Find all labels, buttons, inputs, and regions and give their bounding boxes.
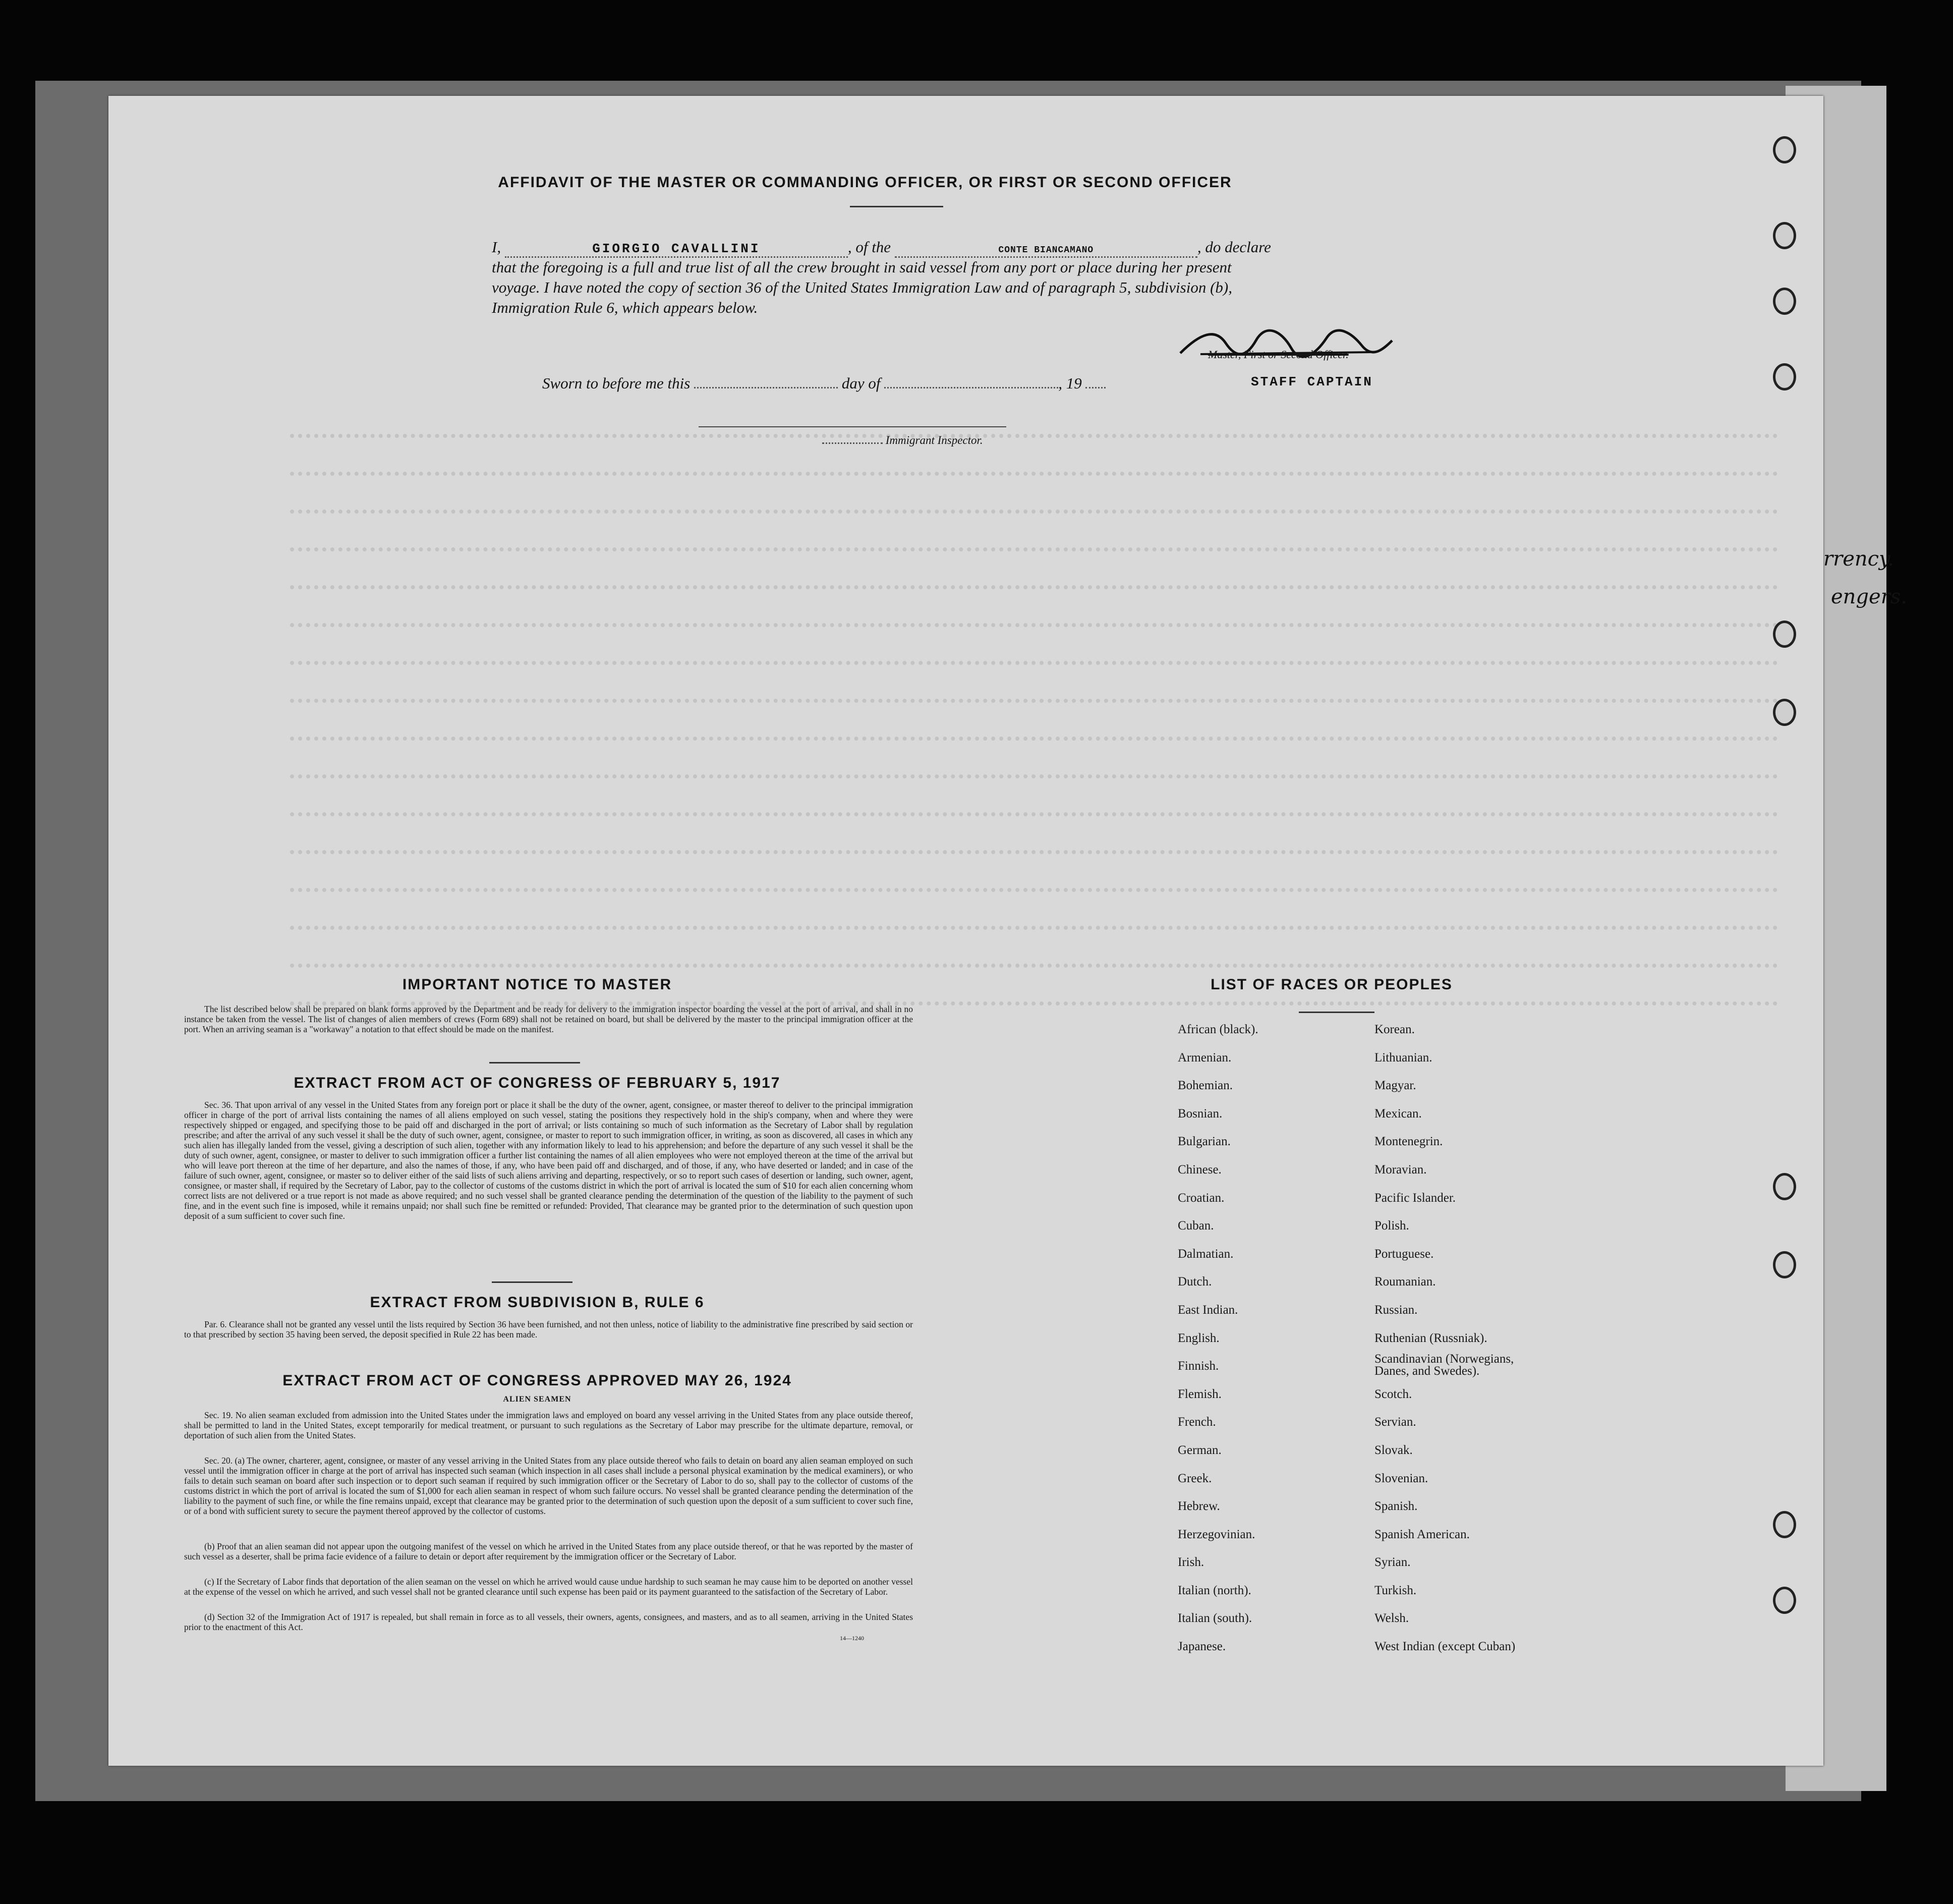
race-item: Roumanian. <box>1374 1275 1436 1289</box>
race-item: Slovak. <box>1374 1443 1413 1457</box>
race-item: Greek. <box>1178 1471 1212 1485</box>
race-item: East Indian. <box>1178 1303 1238 1317</box>
inspector-field[interactable] <box>822 442 883 444</box>
declare-i: I, <box>492 238 501 256</box>
vessel-name: CONTE BIANCAMANO <box>998 245 1094 255</box>
race-item: Russian. <box>1374 1303 1418 1317</box>
binder-ring <box>1773 621 1796 648</box>
binder-ring <box>1773 288 1796 315</box>
race-item: Polish. <box>1374 1219 1409 1233</box>
notice-title: IMPORTANT NOTICE TO MASTER <box>402 976 672 993</box>
inspector-label: Immigrant Inspector. <box>885 434 983 446</box>
margin-note-2: engers. <box>1831 585 1908 608</box>
extract-1924-sec19: Sec. 19. No alien seaman excluded from admission into the United States under the immigration laws and employed on board any vessel arriving in the United States from any place outside thereof, shall be permitted to land in the United States, except temporarily for medical treatment, or pursuant to such regulations as the Secretary of Labor may prescribe for the ultimate departure, removal, or deportation of such alien from the United States. <box>184 1410 913 1440</box>
title-rule <box>850 206 943 207</box>
declaration-line <box>492 238 1271 258</box>
races-left-column <box>1178 1016 1258 1661</box>
race-item: Flemish. <box>1178 1387 1222 1401</box>
race-item: Herzegovinian. <box>1178 1527 1255 1541</box>
extract-1917-title: EXTRACT FROM ACT OF CONGRESS OF FEBRUARY 5, 1917 <box>294 1075 781 1091</box>
race-item: West Indian (except Cuban) <box>1374 1640 1516 1654</box>
declaration-body-3: Immigration Rule 6, which appears below. <box>492 299 758 316</box>
race-item: Moravian. <box>1374 1162 1427 1177</box>
race-item: Ruthenian (Russniak). <box>1374 1331 1487 1345</box>
binder-ring <box>1773 136 1796 163</box>
struck-officer-label: Master, First or Second Officer. <box>1208 348 1349 361</box>
inspector-line <box>822 434 983 447</box>
races-title: LIST OF RACES OR PEOPLES <box>1211 976 1453 993</box>
affidavit-page <box>108 96 1823 1766</box>
extract-1917-rule <box>492 1281 572 1283</box>
extract-1924-sec20d: (d) Section 32 of the Immigration Act of 1917 is repealed, but shall remain in force as to all vessels, their owners, agents, consignees, and masters, and as to all seamen, arriving in the United States prior to the enactment of this Act. <box>184 1612 913 1632</box>
sworn-day-field[interactable] <box>694 387 838 388</box>
race-item: Croatian. <box>1178 1191 1225 1205</box>
signature-title: STAFF CAPTAIN <box>1251 374 1373 389</box>
race-item: Spanish American. <box>1374 1527 1470 1541</box>
race-item: Armenian. <box>1178 1050 1232 1065</box>
race-item: Syrian. <box>1374 1555 1411 1570</box>
race-item: Italian (south). <box>1178 1611 1252 1626</box>
race-item: Turkish. <box>1374 1583 1417 1597</box>
margin-note-1: rrency. <box>1823 547 1894 571</box>
race-item: Bulgarian. <box>1178 1135 1231 1149</box>
race-item: Dalmatian. <box>1178 1247 1234 1261</box>
binder-ring <box>1773 1173 1796 1200</box>
race-item: Hebrew. <box>1178 1499 1220 1514</box>
extract-1917-text: Sec. 36. That upon arrival of any vessel in the United States from any foreign port or place it shall be the duty of the owner, agent, consignee, or master thereof to deliver to the principal immigration officer in charge of the port of arrival lists containing the names of all aliens employed on such vessel, stating the positions they respectively hold in the ship's company, when and where they were respectively shipped or engaged, and specifying those to be paid off and discharged in the port of arrival; or lists containing so much of such information as the Secretary of Labor shall by regulation prescribe; and after the arrival of any such vessel it shall be the duty of such owner, agent, consignee, or master to report to such immigration officer, in writing, as soon as discovered, all cases in which any such alien has illegally landed from the vessel, giving a description of such alien, together with any information likely to lead to his apprehension; and before the departure of any such vessel it shall be the duty of such owner, agent, consignee, or master to deliver to such immigration officer a further list containing the names of all alien employees who were not employed thereon at the time of the arrival but who will leave port thereon at the time of her departure, and also the names of those, if any, who have been paid off and discharged, and of those, if any, who have deserted or landed; and in case of the failure of such owner, agent, consignee, or master so to deliver either of the said lists of such aliens arriving and departing, respectively, or so to report such cases of desertion or landing, such owner, agent, consignee, or master shall, if required by the Secretary of Labor, pay to the collector of customs of the customs district in which the port of arrival is located the sum of $10 for each alien concerning whom correct lists are not delivered or a true report is not made as above required; and no such vessel shall be granted clearance pending the determination of the question of the liability to the payment of such fine, and in the event such fine is imposed, while it remains unpaid; nor shall such fine be remitted or refunded: Provided, That clearance may be granted prior to the determination of such question upon deposit of a sum sufficient to cover such fine. <box>184 1100 913 1221</box>
inspector-signature-line <box>699 426 1006 427</box>
race-item: Magyar. <box>1374 1079 1416 1093</box>
extract-rule6-text: Par. 6. Clearance shall not be granted any vessel until the lists required by Section 36 have been furnished, and not then unless, notice of liability to the administrative fine prescribed by said section or to that prescribed by section 35 having been served, the deposit specified in Rule 22 has been made. <box>184 1319 913 1339</box>
year-prefix: , 19 <box>1058 374 1082 392</box>
alien-seamen-subtitle: ALIEN SEAMEN <box>503 1395 571 1404</box>
officer-signature <box>1170 323 1402 368</box>
race-item: Scandinavian (Norwegians, Danes, and Swedes). <box>1374 1352 1514 1378</box>
sworn-month-field[interactable] <box>884 387 1058 388</box>
race-item: Scotch. <box>1374 1387 1412 1401</box>
race-item: Japanese. <box>1178 1640 1226 1654</box>
sworn-year-field[interactable] <box>1085 387 1106 388</box>
race-item: Bosnian. <box>1178 1106 1223 1121</box>
races-rule <box>1299 1012 1374 1013</box>
race-item: Montenegrin. <box>1374 1135 1443 1149</box>
sworn-line <box>542 374 1106 393</box>
extract-1924-sec20c: (c) If the Secretary of Labor finds that deportation of the alien seaman on the vessel on which he arrived would cause undue hardship to such seaman he may cause him to be deported on another vessel at the expense of the vessel on which he arrived, and such vessel shall not be granted clearance until such expense has been paid or its payment guaranteed to the satisfaction of the Secretary of Labor. <box>184 1577 913 1597</box>
binder-ring <box>1773 699 1796 726</box>
extract-1924-sec20b: (b) Proof that an alien seaman did not appear upon the outgoing manifest of the vessel on which he arrived in the United States from any place outside thereof, or that he was reported by the master of such vessel as a deserter, shall be prima facie evidence of a failure to detain or deport after requirement by the immigration officer or the Secretary of Labor. <box>184 1541 913 1561</box>
race-item: Dutch. <box>1178 1275 1212 1289</box>
extract-1924-sec20a: Sec. 20. (a) The owner, charterer, agent, consignee, or master of any vessel arriving in the United States from any place outside thereof who fails to detain on board any alien seaman employed on such vessel until the immigration officer in charge at the port of arrival has inspected such seaman (which inspection in all cases shall include a personal physical examination by the medical examiners), or who fails to detain such seaman on board after such inspection or to deport such seaman if required by such immigration officer or the Secretary of Labor to do so, shall pay to the collector of customs of the customs district in which the port of arrival is located the sum of $1,000 for each alien seaman in respect of whom such failure occurs. No vessel shall be granted clearance pending the determination of the liability to the payment of such fine, or while the fine remains unpaid, except that clearance may be granted prior to the determination of such question upon the deposit of a sum sufficient to cover such fine, or of a bond with sufficient surety to secure the payment thereof approved by the collector of customs. <box>184 1455 913 1516</box>
officer-name-field <box>505 238 848 258</box>
officer-name: GIORGIO CAVALLINI <box>592 241 761 256</box>
race-item: Mexican. <box>1374 1106 1422 1121</box>
notice-text: The list described below shall be prepared on blank forms approved by the Department and be ready for delivery to the immigration inspector boarding the vessel at the port of arrival, and shall in no instance be taken from the vessel. The list of changes of alien members of crews (Form 689) shall not be retained on board, but shall be delivered by the master to the principal immigration officer at the port. When an arriving seaman is a "workaway" a notation to that effect should be made on the manifest. <box>184 1004 913 1034</box>
race-item: Portuguese. <box>1374 1247 1434 1261</box>
binder-ring <box>1773 363 1796 390</box>
notice-rule <box>489 1062 580 1063</box>
binder-ring <box>1773 1511 1796 1538</box>
race-item: French. <box>1178 1415 1216 1429</box>
do-declare-label: , do declare <box>1197 238 1271 256</box>
race-item: Irish. <box>1178 1555 1204 1570</box>
race-item: Servian. <box>1374 1415 1416 1429</box>
race-item: Slovenian. <box>1374 1471 1428 1485</box>
race-item: English. <box>1178 1331 1220 1345</box>
race-item: Korean. <box>1374 1023 1415 1036</box>
race-item: Pacific Islander. <box>1374 1191 1456 1205</box>
vessel-name-field <box>895 238 1197 258</box>
extract-1924-title: EXTRACT FROM ACT OF CONGRESS APPROVED MAY 26, 1924 <box>282 1372 792 1389</box>
extract-rule6-title: EXTRACT FROM SUBDIVISION B, RULE 6 <box>370 1294 705 1311</box>
binder-ring <box>1773 222 1796 249</box>
race-item: Spanish. <box>1374 1499 1418 1514</box>
form-number: 14—1240 <box>840 1635 864 1642</box>
race-item: Cuban. <box>1178 1219 1214 1233</box>
declaration-body-1: that the foregoing is a full and true list of all the crew brought in said vessel from any port or place during her present <box>492 258 1232 276</box>
race-item: Italian (north). <box>1178 1583 1251 1597</box>
race-item: Chinese. <box>1178 1162 1222 1177</box>
race-item: Finnish. <box>1178 1359 1219 1373</box>
affidavit-title: AFFIDAVIT OF THE MASTER OR COMMANDING OFFICER, OR FIRST OR SECOND OFFICER <box>498 174 1232 191</box>
race-item: Welsh. <box>1374 1611 1409 1626</box>
race-item: German. <box>1178 1443 1222 1457</box>
day-of-label: day of <box>841 374 881 392</box>
race-item: Lithuanian. <box>1374 1050 1432 1065</box>
binder-ring <box>1773 1587 1796 1614</box>
declaration-body-2: voyage. I have noted the copy of section 36 of the United States Immigration Law and of paragraph 5, subdivision (b), <box>492 278 1232 296</box>
sworn-label: Sworn to before me this <box>542 374 691 392</box>
binder-ring <box>1773 1251 1796 1278</box>
race-item: African (black). <box>1178 1023 1258 1036</box>
of-the-label: , of the <box>847 238 891 256</box>
races-right-column <box>1374 1016 1541 1661</box>
race-item: Bohemian. <box>1178 1079 1233 1093</box>
